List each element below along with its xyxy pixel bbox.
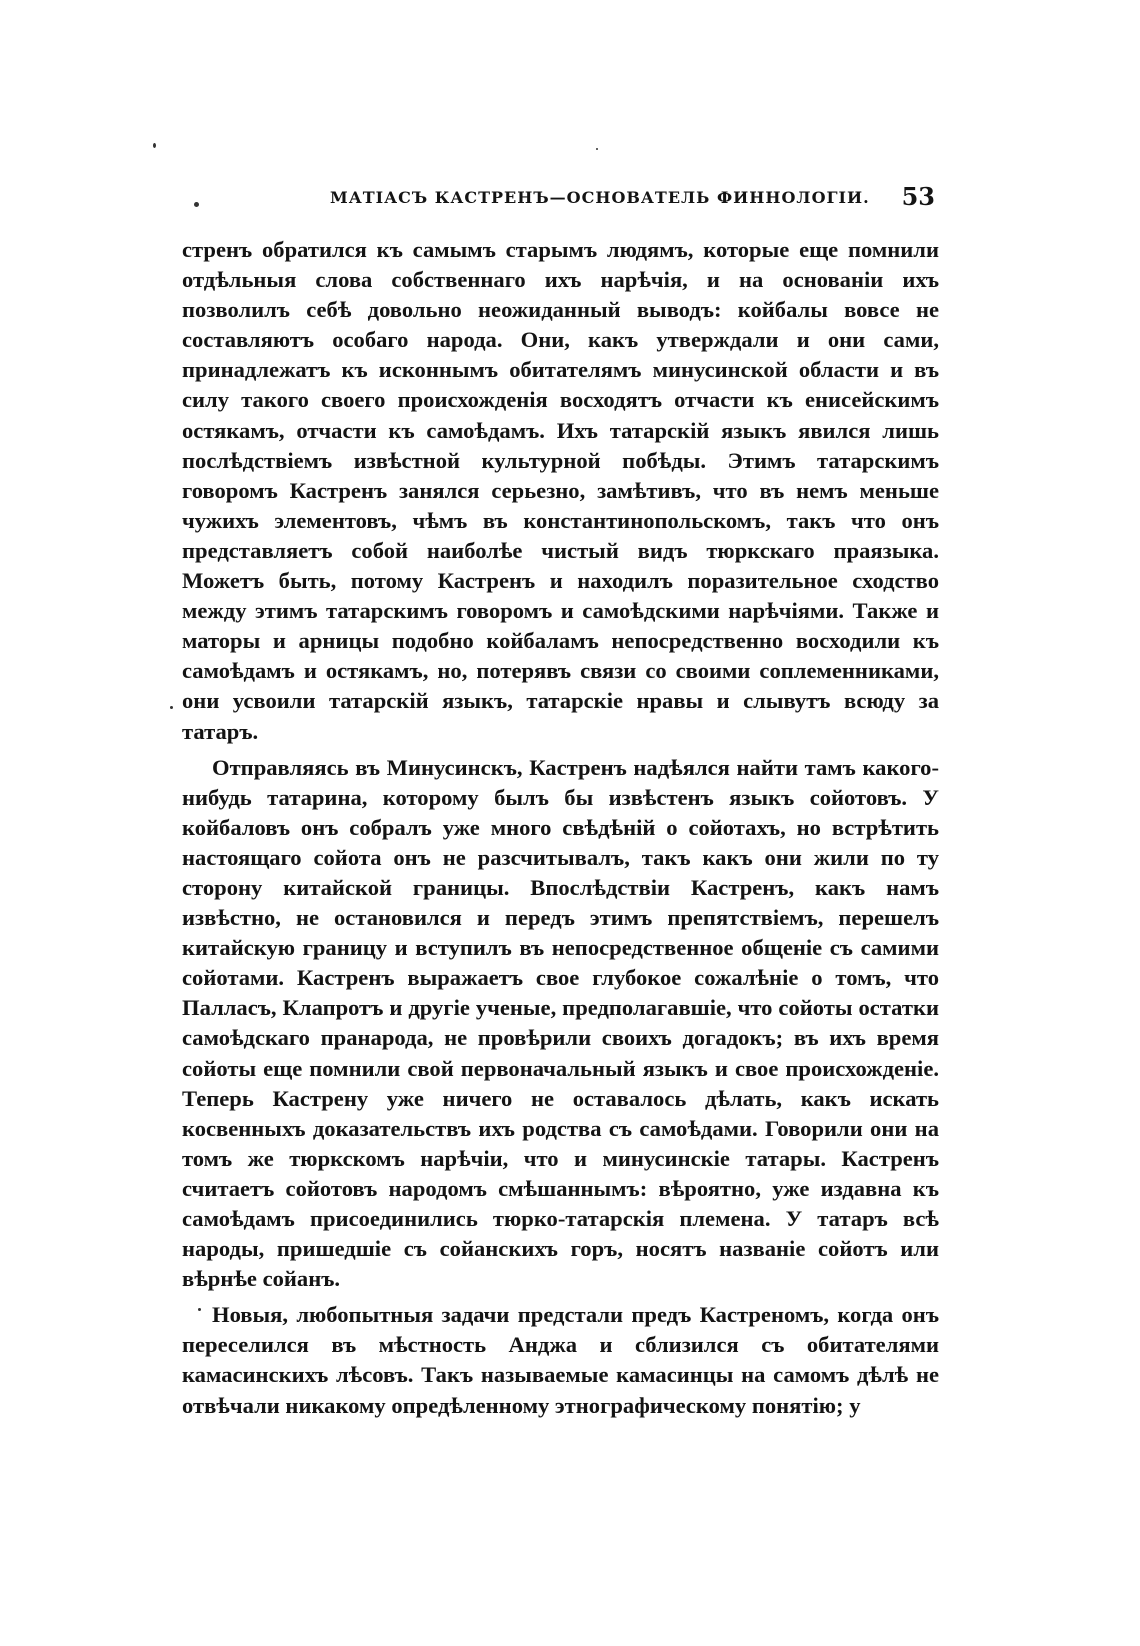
- paragraph-2: Отправляясь въ Минусинскъ, Кастренъ надѣялся найти тамъ какого-нибудь татарина, которому былъ бы извѣстенъ языкъ сойотовъ. У койбаловъ онъ собралъ уже много свѣдѣній о сойотахъ, но встрѣтить настоящаго сойота онъ не разсчитывалъ, такъ какъ они жили по ту сторону китайской границы. Впослѣдствіи Кастренъ, какъ намъ извѣстно, не остановился и передъ этимъ препятствіемъ, перешелъ китайскую границу и вступилъ въ непосредственное общеніе съ самими сойотами. Кастренъ выражаетъ свое глубокое сожалѣніе о томъ, что Палласъ, Клапротъ и другіе ученые, предполагавшіе, что сойоты остатки самоѣдскаго пранарода, не провѣрили своихъ догадокъ; въ ихъ время сойоты еще помнили свой первоначальный языкъ и свое происхожденіе. Теперь Кастрену уже ничего не оставалось дѣлать, какъ искать косвенныхъ доказательствъ ихъ родства съ самоѣдами. Говорили они на томъ же тюркскомъ нарѣчіи, что и минусинскіе татары. Кастренъ считаетъ сойотовъ народомъ смѣшаннымъ: вѣроятно, уже издавна къ самоѣдамъ присоединились тюрко-татарскія племена. У татаръ всѣ народы, пришедшіе съ сойанскихъ горъ, носятъ названіе сойотъ или вѣрнѣе сойанъ.: [182, 754, 939, 1292]
- scan-speck: [596, 148, 598, 150]
- running-head: [200, 182, 935, 216]
- paragraph-1: стренъ обратился къ самымъ старымъ людямъ, которые еще помнили отдѣльныя слова собственнаго ихъ нарѣчія, и на основаніи ихъ позволилъ себѣ довольно неожиданный выводъ: койбалы вовсе не составляютъ особаго народа. Они, какъ утверждали и они сами, принадлежатъ къ исконнымъ обитателямъ минусинской области и въ силу такого своего происхожденія восходятъ отчасти къ енисейскимъ остякамъ, отчасти къ самоѣдамъ. Ихъ татарскій языкъ явился лишь послѣдствіемъ извѣстной культурной побѣды. Этимъ татарскимъ говоромъ Кастренъ занялся серьезно, замѣтивъ, что въ немъ меньше чужихъ элементовъ, чѣмъ въ константинопольскомъ, такъ что онъ представляетъ собой наиболѣе чистый видъ тюркскаго праязыка. Можетъ быть, потому Кастренъ и находилъ поразительное сходство между этимъ татарскимъ говоромъ и самоѣдскими нарѣчіями. Также и маторы и арницы подобно койбаламъ непосредственно восходили къ самоѣдамъ и остякамъ, но, потерявъ связи со своими соплеменниками, они усвоили татарскій языкъ, татарскіе нравы и слывутъ всюду за татаръ.: [182, 237, 939, 744]
- running-title: МАТІАСЪ КАСТРЕНЪ—ОСНОВАТЕЛЬ ФИННОЛОГІИ.: [330, 188, 870, 207]
- body-text: [182, 235, 939, 1427]
- scan-speck: [194, 202, 199, 207]
- scan-speck: [153, 143, 156, 148]
- scan-speck: [198, 1308, 201, 1311]
- page-number: 53: [901, 182, 935, 211]
- scan-speck: [170, 706, 173, 709]
- paragraph-3: Новыя, любопытныя задачи предстали предъ Кастреномъ, когда онъ переселился въ мѣстность Анджа и сблизился съ обитателями камасинскихъ лѣсовъ. Такъ называемые камасинцы на самомъ дѣлѣ не отвѣчали никакому опредѣленному этнографическому понятію; у: [182, 1302, 939, 1418]
